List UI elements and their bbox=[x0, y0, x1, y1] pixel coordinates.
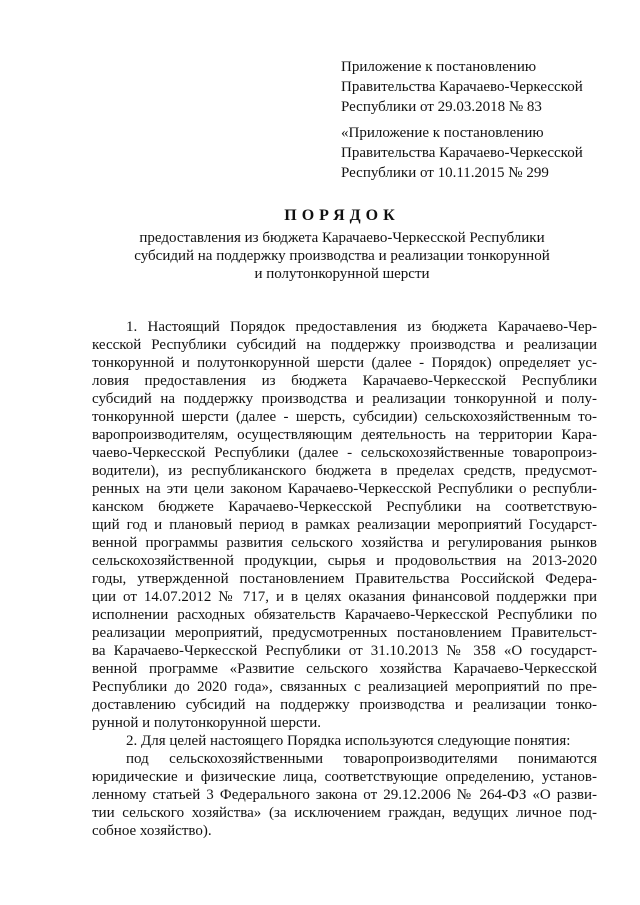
subtitle-line: предоставления из бюджета Карачаево-Черкесской Республики bbox=[139, 230, 545, 246]
text-line: тонкорунной и полутонкорунной шерсти (далее - Порядок) определяет ус- bbox=[92, 355, 597, 371]
approval-line: Правительства Карачаево-Черкесской bbox=[341, 145, 583, 161]
subtitle-line: субсидий на поддержку производства и реализации тонкорунной bbox=[134, 248, 550, 264]
text-line: тонкорунной шерсти (далее - шерсть, субсидии) сельскохозяйственным то- bbox=[92, 409, 597, 425]
text-line: доставлению субсидий на поддержку производства и реализации тонко- bbox=[92, 697, 597, 713]
text-line: собное хозяйство). bbox=[92, 823, 212, 839]
paragraph-1 bbox=[92, 318, 597, 732]
subtitle-line: и полутонкорунной шерсти bbox=[254, 266, 430, 282]
text-line: 1. Настоящий Порядок предоставления из бюджета Карачаево-Чер- bbox=[126, 319, 597, 335]
text-line: ции от 14.07.2012 № 717, и в целях оказания финансовой поддержки при bbox=[92, 589, 597, 605]
text-line: венной программы развития сельского хозяйства и регулирования рынков bbox=[92, 535, 597, 551]
text-line: ловия предоставления из бюджета Карачаево-Черкесской Республики bbox=[92, 373, 597, 389]
document-subtitle bbox=[100, 229, 584, 283]
approval-line: Республики от 29.03.2018 № 83 bbox=[341, 99, 542, 115]
text-line: варопроизводителям, осуществляющим деятельность на территории Кара- bbox=[92, 427, 597, 443]
text-line: тии сельского хозяйства» (за исключением граждан, ведущих личное под- bbox=[92, 805, 597, 821]
text-line: канском бюджете Карачаево-Черкесской Республики на соответствую- bbox=[92, 499, 597, 515]
text-line: сельскохозяйственной продукции, сырья и продовольствия на 2013-2020 bbox=[92, 553, 597, 569]
text-line: субсидий на поддержку производства и реализации тонкорунной и полу- bbox=[92, 391, 597, 407]
text-line: юридические и физические лица, соответствующие определению, установ- bbox=[92, 769, 597, 785]
paragraph-2 bbox=[92, 732, 597, 840]
text-line: чаево-Черкесской Республики (далее - сельскохозяйственные товаропроиз- bbox=[92, 445, 597, 461]
text-line: 2. Для целей настоящего Порядка используются следующие понятия: bbox=[126, 733, 571, 749]
document-body bbox=[92, 318, 597, 840]
approval-stamp bbox=[341, 57, 601, 117]
approval-line: Приложение к постановлению bbox=[341, 59, 537, 75]
text-line: ва Карачаево-Черкесской Республики от 31.10.2013 № 358 «О государст- bbox=[92, 643, 597, 659]
text-line: кесской Республики субсидий на поддержку производства и реализации bbox=[92, 337, 597, 353]
text-line: Республики до 2020 года», связанных с реализацией мероприятий по пре- bbox=[92, 679, 597, 695]
text-line: реализации мероприятий, предусмотренных постановлением Правительст- bbox=[92, 625, 597, 641]
approval-line: Республики от 10.11.2015 № 299 bbox=[341, 165, 549, 181]
text-line: исполнении расходных обязательств Карачаево-Черкесской Республики по bbox=[92, 607, 597, 623]
text-line: под сельскохозяйственными товаропроизводителями понимаются bbox=[126, 751, 597, 767]
document-title: ПОРЯДОК bbox=[284, 207, 400, 224]
text-line: венной программе «Развитие сельского хозяйства Карачаево-Черкесской bbox=[92, 661, 597, 677]
text-line: щий год и плановый период в рамках реализации мероприятий Государст- bbox=[92, 517, 597, 533]
text-line: ленному статьей 3 Федерального закона от 29.12.2006 № 264-ФЗ «О разви- bbox=[92, 787, 597, 803]
text-line: рунной и полутонкорунной шерсти. bbox=[92, 715, 321, 731]
text-line: ренных на эти цели законом Карачаево-Черкесской Республики о республи- bbox=[92, 481, 597, 497]
text-line: годы, утвержденной постановлением Правительства Российской Федера- bbox=[92, 571, 597, 587]
approval-line: Правительства Карачаево-Черкесской bbox=[341, 79, 583, 95]
approval-line: «Приложение к постановлению bbox=[341, 125, 544, 141]
text-line: водители), из республиканского бюджета в пределах средств, предусмот- bbox=[92, 463, 597, 479]
previous-approval-stamp bbox=[341, 123, 601, 183]
